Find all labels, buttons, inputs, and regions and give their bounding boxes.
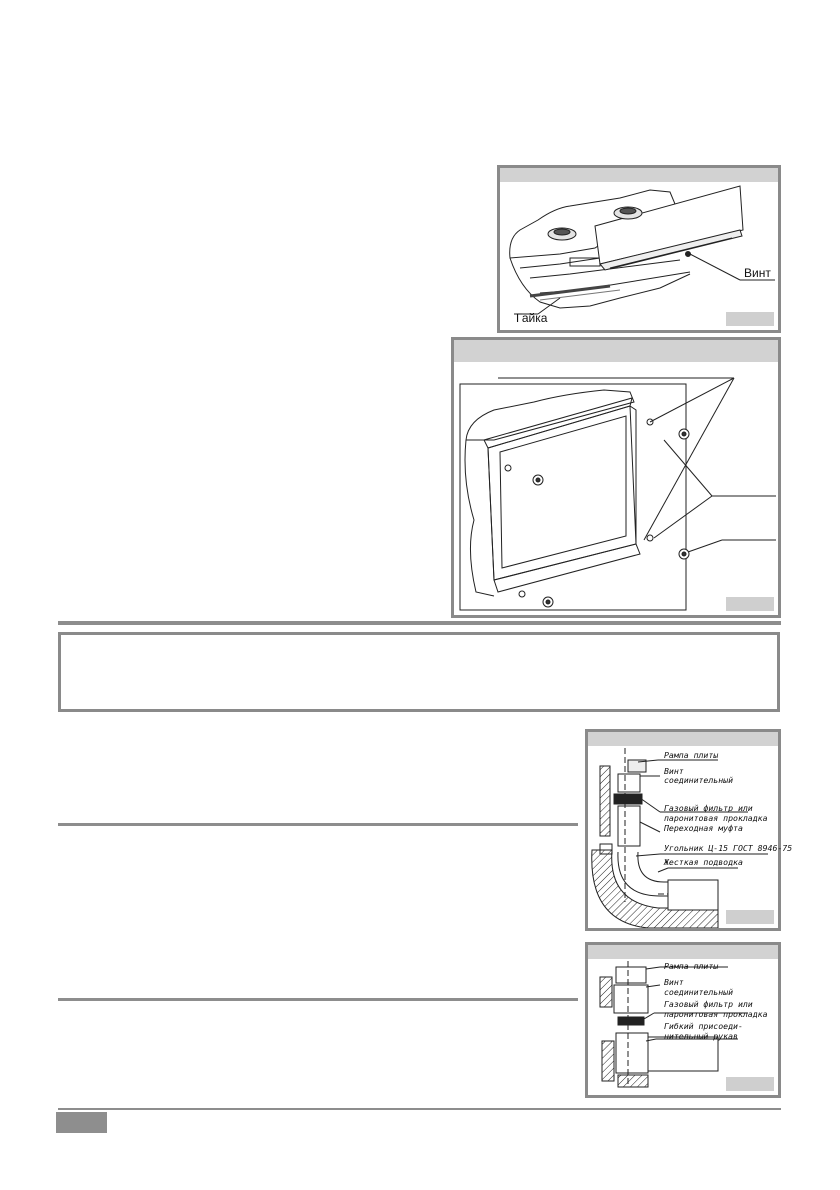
section-rule — [58, 998, 578, 1001]
label-gasket: паронитовая прокладка — [664, 813, 768, 823]
label-connecting-screw-2: соединительный — [664, 775, 734, 785]
section-rule — [58, 823, 578, 826]
section-divider — [58, 621, 781, 625]
label-elbow: Угольник Ц-15 ГОСТ 8946-75 — [664, 843, 793, 853]
label-rigid-supply: Жесткая подводка — [664, 857, 743, 867]
oven-illustration — [500, 168, 778, 330]
label-gas-filter: Газовый фильтр или — [664, 999, 753, 1009]
nut-callout: Гайка — [516, 311, 548, 325]
screw-callout: Винт — [744, 266, 771, 280]
label-adapter-coupling: Переходная муфта — [664, 823, 743, 833]
note-box — [58, 632, 780, 712]
label-flexible-hose-2: нительный рукав — [664, 1031, 738, 1041]
label-gas-filter: Газовый фильтр или — [664, 803, 753, 813]
label-stove-ramp: Рампа плиты — [664, 750, 719, 760]
figure-rigid-connection-panel — [585, 729, 793, 931]
figure-flexible-connection-panel — [585, 942, 781, 1098]
footer-rule — [58, 1108, 781, 1110]
label-gasket: паронитовая прокладка — [664, 1009, 768, 1019]
figure-oven-panel — [497, 165, 781, 333]
label-connecting-screw: Винт — [664, 977, 684, 987]
frame-illustration — [454, 340, 778, 615]
label-connecting-screw: Винт — [664, 766, 684, 776]
page-number-box — [56, 1112, 107, 1133]
label-connecting-screw-2: соединительный — [664, 987, 734, 997]
figure-frame-panel — [451, 337, 781, 618]
label-stove-ramp: Рампа плиты — [664, 961, 719, 971]
label-flexible-hose: Гибкий присоеди- — [664, 1021, 743, 1031]
